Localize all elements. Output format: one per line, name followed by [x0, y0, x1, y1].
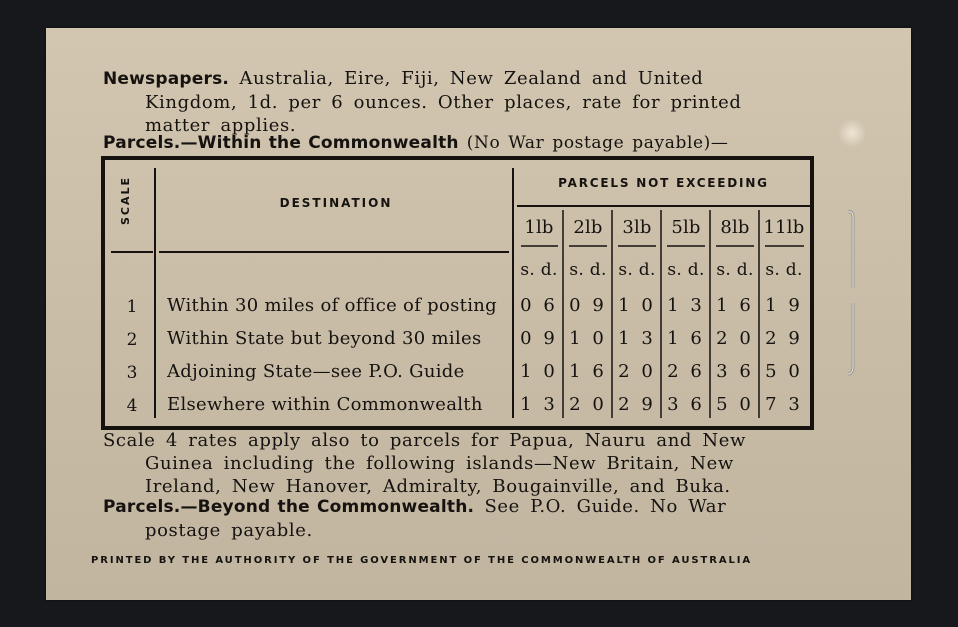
paper-crease-mark — [838, 118, 866, 148]
newspapers-line-3: matter applies. — [145, 115, 297, 136]
rate-cell: 1 0 — [618, 295, 656, 316]
parcels-beyond-text: See P.O. Guide. No War — [484, 496, 727, 517]
scale4-note-line-1: Scale 4 rates apply also to parcels for Papua, Nauru and New — [103, 430, 746, 451]
newspapers-line-2: Kingdom, 1d. per 6 ounces. Other places, rate for printed — [145, 92, 742, 113]
scale-column-header: SCALE — [119, 176, 132, 226]
weight-header-2lb: 2lb — [573, 217, 603, 238]
parcels-not-exceeding-header: PARCELS NOT EXCEEDING — [558, 176, 769, 190]
rate-cell: 1 3 — [667, 295, 705, 316]
rate-cell: 2 0 — [716, 328, 754, 349]
parcels-within-note: (No War postage payable)— — [466, 133, 729, 153]
rate-cell: 2 6 — [667, 361, 705, 382]
rate-cell: 5 0 — [765, 361, 803, 382]
units-label: s. d. — [569, 260, 607, 280]
weight-header-5lb: 5lb — [671, 217, 701, 238]
parcels-within-title: Parcels.—Within the Commonwealth — [103, 133, 459, 153]
scale-number: 1 — [126, 297, 138, 317]
booklet-back-cover — [46, 28, 911, 600]
rate-cell: 1 3 — [520, 394, 558, 415]
rate-cell: 1 0 — [569, 328, 607, 349]
units-label: s. d. — [520, 260, 558, 280]
destination-cell: Within 30 miles of office of posting — [167, 295, 497, 316]
rate-cell: 2 0 — [569, 394, 607, 415]
rate-cell: 0 6 — [520, 295, 558, 316]
rate-cell: 3 6 — [716, 361, 754, 382]
parcels-beyond-heading: Parcels.—Beyond the Commonwealth. — [103, 497, 475, 517]
rate-cell: 1 3 — [618, 328, 656, 349]
rate-cell: 5 0 — [716, 394, 754, 415]
parcels-within-heading — [103, 132, 813, 155]
rate-cell: 2 0 — [618, 361, 656, 382]
rate-cell: 1 9 — [765, 295, 803, 316]
scale-number: 3 — [126, 363, 138, 383]
scale4-note-line-3: Ireland, New Hanover, Admiralty, Bougainville, and Buka. — [145, 476, 731, 497]
scale4-note-paragraph — [103, 429, 813, 498]
rate-cell: 1 6 — [716, 295, 754, 316]
rate-cell: 7 3 — [765, 394, 803, 415]
units-label: s. d. — [618, 260, 656, 280]
rate-cell: 1 0 — [520, 361, 558, 382]
scale-number: 2 — [126, 330, 138, 350]
weight-header-1lb: 1lb — [524, 217, 554, 238]
parcels-beyond-paragraph — [103, 495, 813, 542]
rate-cell: 0 9 — [520, 328, 558, 349]
newspapers-line-1: Australia, Eire, Fiji, New Zealand and United — [239, 68, 704, 89]
staple-icon — [844, 208, 858, 378]
newspapers-paragraph — [103, 67, 809, 137]
parcel-rates-table — [101, 156, 814, 430]
units-label: s. d. — [765, 260, 803, 280]
destination-cell: Adjoining State—see P.O. Guide — [167, 361, 465, 382]
scale-number: 4 — [126, 396, 138, 416]
destination-cell: Within State but beyond 30 miles — [167, 328, 482, 349]
rate-cell: 2 9 — [765, 328, 803, 349]
rate-cell: 2 9 — [618, 394, 656, 415]
rate-cell: 1 6 — [569, 361, 607, 382]
rate-cell: 0 9 — [569, 295, 607, 316]
weight-header-3lb: 3lb — [622, 217, 652, 238]
parcels-beyond-line-2: postage payable. — [145, 520, 313, 541]
rate-cell: 3 6 — [667, 394, 705, 415]
rate-cell: 1 6 — [667, 328, 705, 349]
newspapers-heading: Newspapers. — [103, 69, 230, 89]
units-label: s. d. — [667, 260, 705, 280]
destination-column-header: DESTINATION — [279, 196, 393, 210]
units-label: s. d. — [716, 260, 754, 280]
scale4-note-line-2: Guinea including the following islands—New Britain, New — [145, 453, 734, 474]
printer-imprint: PRINTED BY THE AUTHORITY OF THE GOVERNMENT OF THE COMMONWEALTH OF AUSTRALIA — [91, 555, 752, 566]
weight-header-8lb: 8lb — [720, 217, 750, 238]
weight-header-11lb: 11lb — [763, 217, 805, 238]
destination-cell: Elsewhere within Commonwealth — [167, 394, 483, 415]
